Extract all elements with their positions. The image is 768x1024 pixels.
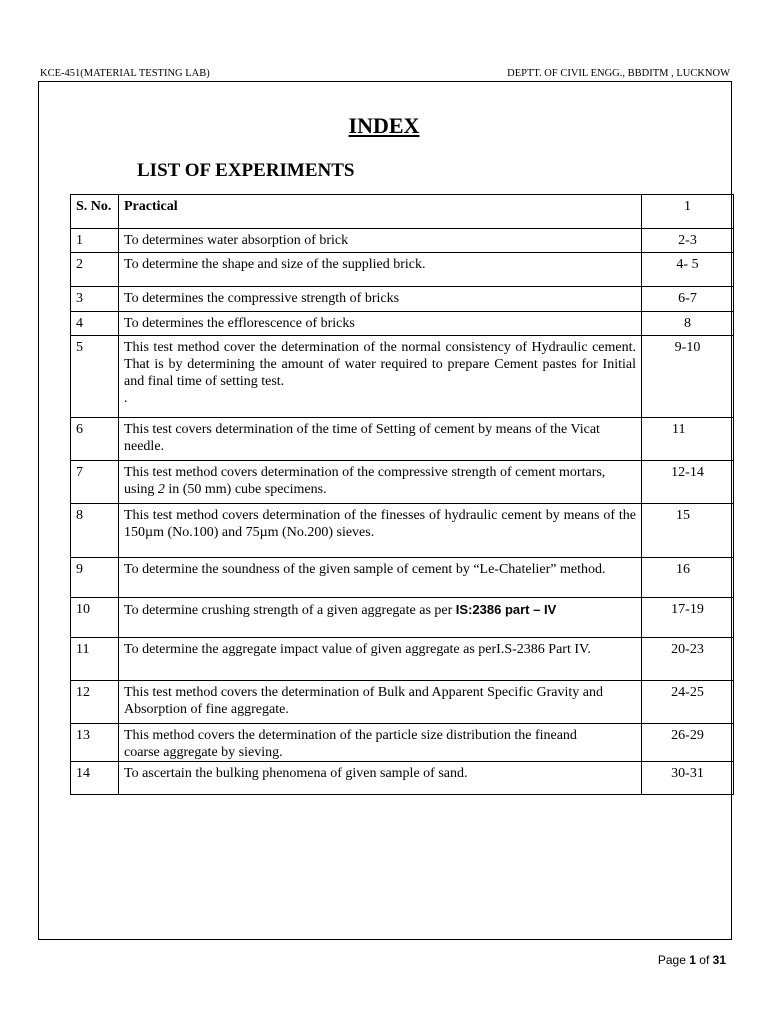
row-practical-standard: IS:2386 part – IV <box>455 602 557 617</box>
row-sno: 9 <box>71 558 119 598</box>
row-sno: 10 <box>71 598 119 638</box>
row-practical-cell <box>119 461 642 504</box>
table-row <box>71 681 734 724</box>
footer-page-number: 1 <box>689 953 696 967</box>
row-sno: 13 <box>71 724 119 762</box>
row-sno: 4 <box>71 312 119 336</box>
row-sno: 12 <box>71 681 119 724</box>
header-practical: Practical <box>119 195 642 229</box>
table-header-row <box>71 195 734 229</box>
row-practical: To determine the aggregate impact value of given aggregate as perI.S-2386 Part IV. <box>119 638 642 681</box>
table-row <box>71 638 734 681</box>
row-sno: 6 <box>71 418 119 461</box>
header-page: 1 <box>642 195 734 229</box>
table-row <box>71 461 734 504</box>
row-sno: 5 <box>71 336 119 418</box>
row-page: 8 <box>642 312 734 336</box>
table-row <box>71 762 734 795</box>
table-row <box>71 336 734 418</box>
row-practical-cell <box>119 336 642 418</box>
row-page: 20-23 <box>642 638 734 681</box>
row-practical: To determines the efflorescence of bricks <box>119 312 642 336</box>
table-row <box>71 724 734 762</box>
experiments-table <box>70 194 734 795</box>
page-footer <box>658 953 726 967</box>
row-page: 24-25 <box>642 681 734 724</box>
row-sno: 14 <box>71 762 119 795</box>
row-sno: 1 <box>71 229 119 253</box>
row-practical-tail: in (50 mm) cube specimens. <box>164 482 327 497</box>
row-practical: This test method covers determination of the compressive strength of cement mortars, using <box>124 465 606 497</box>
row-page: 26-29 <box>642 724 734 762</box>
header-sno: S. No. <box>71 195 119 229</box>
row-practical: To determine crushing strength of a given aggregate as per <box>124 603 456 618</box>
row-practical-extra: . <box>124 391 128 406</box>
table-row <box>71 598 734 638</box>
row-practical: This test method cover the determination of the normal consistency of Hydraulic cement. That is by determining the amount of water required to prepare Cement pastes for Initial and final time of setting test. <box>124 340 636 389</box>
row-page: 6-7 <box>642 287 734 312</box>
row-page: 15 <box>642 504 734 558</box>
row-practical: This test method covers the determination of Bulk and Apparent Specific Gravity and Absorption of fine aggregate. <box>119 681 642 724</box>
row-sno: 8 <box>71 504 119 558</box>
row-page: 30-31 <box>642 762 734 795</box>
row-practical: To ascertain the bulking phenomena of given sample of sand. <box>119 762 642 795</box>
row-practical: This test covers determination of the time of Setting of cement by means of the Vicat needle. <box>119 418 642 461</box>
footer-page-total: 31 <box>712 953 726 967</box>
table-row <box>71 418 734 461</box>
row-practical-italic: 2 <box>157 482 165 497</box>
row-page: 2-3 <box>642 229 734 253</box>
row-sno: 2 <box>71 253 119 287</box>
table-row <box>71 504 734 558</box>
row-page: 11 <box>642 418 734 461</box>
table-row <box>71 229 734 253</box>
row-page: 17-19 <box>642 598 734 638</box>
row-page: 16 <box>642 558 734 598</box>
header-department: DEPTT. OF CIVIL ENGG., BBDITM , LUCKNOW <box>507 68 730 79</box>
footer-page-label: Page <box>657 953 686 967</box>
table-row <box>71 558 734 598</box>
row-practical: This test method covers determination of the finesses of hydraulic cement by means of the 150µm (No.100) and 75µm (No.200) sieves. <box>119 504 642 558</box>
header-course-code: KCE-451(MATERIAL TESTING LAB) <box>40 68 210 79</box>
table-row <box>71 312 734 336</box>
row-sno: 3 <box>71 287 119 312</box>
row-practical: To determines the compressive strength of bricks <box>119 287 642 312</box>
row-practical: To determines water absorption of brick <box>119 229 642 253</box>
table-row <box>71 287 734 312</box>
table-row <box>71 253 734 287</box>
footer-of-label: of <box>699 953 710 967</box>
row-practical: To determine the soundness of the given sample of cement by “Le-Chatelier” method. <box>119 558 642 598</box>
row-page: 9-10 <box>642 336 734 418</box>
index-title: INDEX <box>348 113 420 138</box>
row-page: 12-14 <box>642 461 734 504</box>
list-of-experiments-title: LIST OF EXPERIMENTS <box>137 160 355 181</box>
row-practical-cell <box>119 598 642 638</box>
row-practical: To determine the shape and size of the supplied brick. <box>119 253 642 287</box>
row-sno: 11 <box>71 638 119 681</box>
row-practical: This method covers the determination of the particle size distribution the fineand coarse aggregate by sieving. <box>119 724 642 762</box>
row-sno: 7 <box>71 461 119 504</box>
row-page: 4- 5 <box>642 253 734 287</box>
